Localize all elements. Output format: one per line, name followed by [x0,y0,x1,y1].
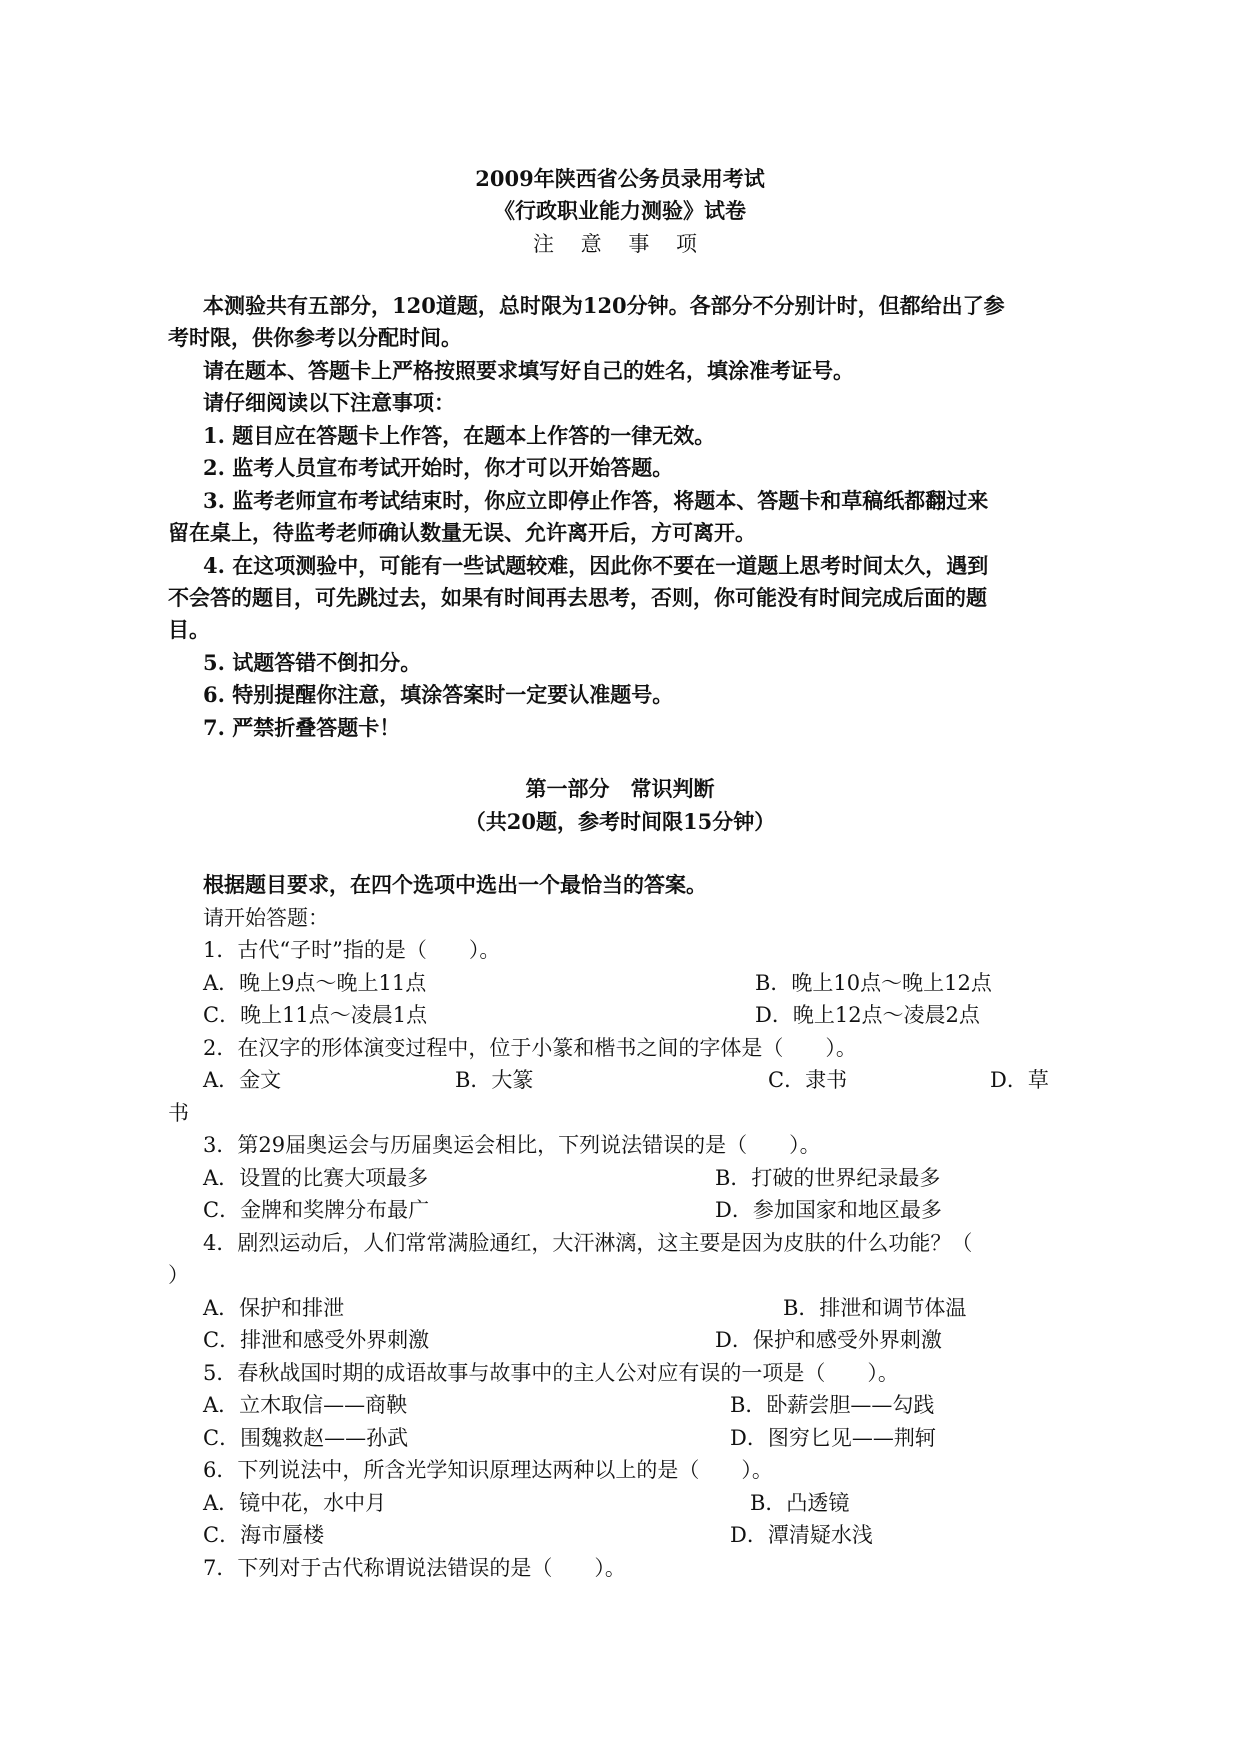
option-a: A．金文 [203,1068,282,1092]
notice-item: 1. 题目应在答题卡上作答，在题本上作答的一律无效。 [203,423,716,448]
option-b: B．大篆 [455,1068,534,1092]
question-stem: 2．在汉字的形体演变过程中，位于小篆和楷书之间的字体是（ ）。 [203,1036,857,1060]
question-stem: 5．春秋战国时期的成语故事与故事中的主人公对应有误的一项是（ ）。 [203,1361,899,1385]
option-c: C．金牌和奖牌分布最广 [203,1198,430,1222]
exam-subtitle: 《行政职业能力测验》试卷 [494,198,746,223]
option-b: B．打破的世界纪录最多 [715,1166,941,1190]
notice-item: 7. 严禁折叠答题卡！ [203,715,401,740]
option-c: C．晚上11点～凌晨1点 [203,1003,428,1027]
option-b: B．晚上10点～晚上12点 [755,971,992,995]
option-b: B．卧薪尝胆——勾践 [730,1393,935,1417]
notice-item: 5. 试题答错不倒扣分。 [203,650,422,675]
intro-paragraph: 请仔细阅读以下注意事项： [203,390,455,415]
question-stem-wrap: ） [168,1263,189,1287]
section-instruction: 根据题目要求，在四个选项中选出一个最恰当的答案。 [203,872,707,897]
option-d: D．图穷匕见——荆轲 [730,1426,936,1450]
section-heading: 第一部分 常识判断 [525,776,715,801]
notice-item: 2. 监考人员宣布考试开始时，你才可以开始答题。 [203,455,674,480]
notice-heading: 注 意 事 项 [532,232,708,256]
intro-paragraph-line: 考时限，供你参考以分配时间。 [168,325,462,350]
option-c: C．海市蜃楼 [203,1523,325,1547]
notice-item: 3. 监考老师宣布考试结束时，你应立即停止作答，将题本、答题卡和草稿纸都翻过来 [203,488,989,513]
option-d: D．潭清疑水浅 [730,1523,873,1547]
question-stem: 4．剧烈运动后，人们常常满脸通红，大汗淋漓，这主要是因为皮肤的什么功能？（ [203,1231,973,1255]
question-stem: 3．第29届奥运会与历届奥运会相比，下列说法错误的是（ ）。 [203,1133,821,1157]
option-c: C．围魏救赵——孙武 [203,1426,409,1450]
question-stem: 1．古代“子时”指的是（ ）。 [203,938,501,962]
section-subheading: （共20题，参考时间限15分钟） [464,809,776,834]
notice-item: 不会答的题目，可先跳过去，如果有时间再去思考，否则，你可能没有时间完成后面的题 [168,585,987,610]
option-d: D．保护和感受外界刺激 [715,1328,942,1352]
option-d: D．草 [990,1068,1049,1092]
intro-paragraph: 请在题本、答题卡上严格按照要求填写好自己的姓名，填涂准考证号。 [203,358,854,383]
question-stem: 6．下列说法中，所含光学知识原理达两种以上的是（ ）。 [203,1458,773,1482]
exam-title: 2009年陕西省公务员录用考试 [475,166,765,191]
notice-item: 6. 特别提醒你注意，填涂答案时一定要认准题号。 [203,682,674,707]
option-d: D．晚上12点～凌晨2点 [755,1003,980,1027]
option-b: B．排泄和调节体温 [783,1296,967,1320]
option-a: A．保护和排泄 [203,1296,345,1320]
notice-item: 留在桌上，待监考老师确认数量无误、允许离开后，方可离开。 [168,520,756,545]
notice-item: 目。 [168,617,210,642]
option-a: A．镜中花，水中月 [203,1491,387,1515]
notice-item: 4. 在这项测验中，可能有一些试题较难，因此你不要在一道题上思考时间太久，遇到 [203,553,989,578]
intro-paragraph-line: 本测验共有五部分，120道题，总时限为120分钟。各部分不分别计时，但都给出了参 [203,293,1005,318]
question-stem: 7．下列对于古代称谓说法错误的是（ ）。 [203,1556,626,1580]
option-b: B．凸透镜 [750,1491,850,1515]
option-d-wrap: 书 [168,1101,189,1125]
option-c: C．隶书 [768,1068,848,1092]
start-prompt: 请开始答题： [203,906,329,930]
option-a: A．晚上9点～晚上11点 [203,971,427,995]
option-a: A．设置的比赛大项最多 [203,1166,429,1190]
option-a: A．立木取信——商鞅 [203,1393,408,1417]
option-d: D．参加国家和地区最多 [715,1198,942,1222]
option-c: C．排泄和感受外界刺激 [203,1328,430,1352]
